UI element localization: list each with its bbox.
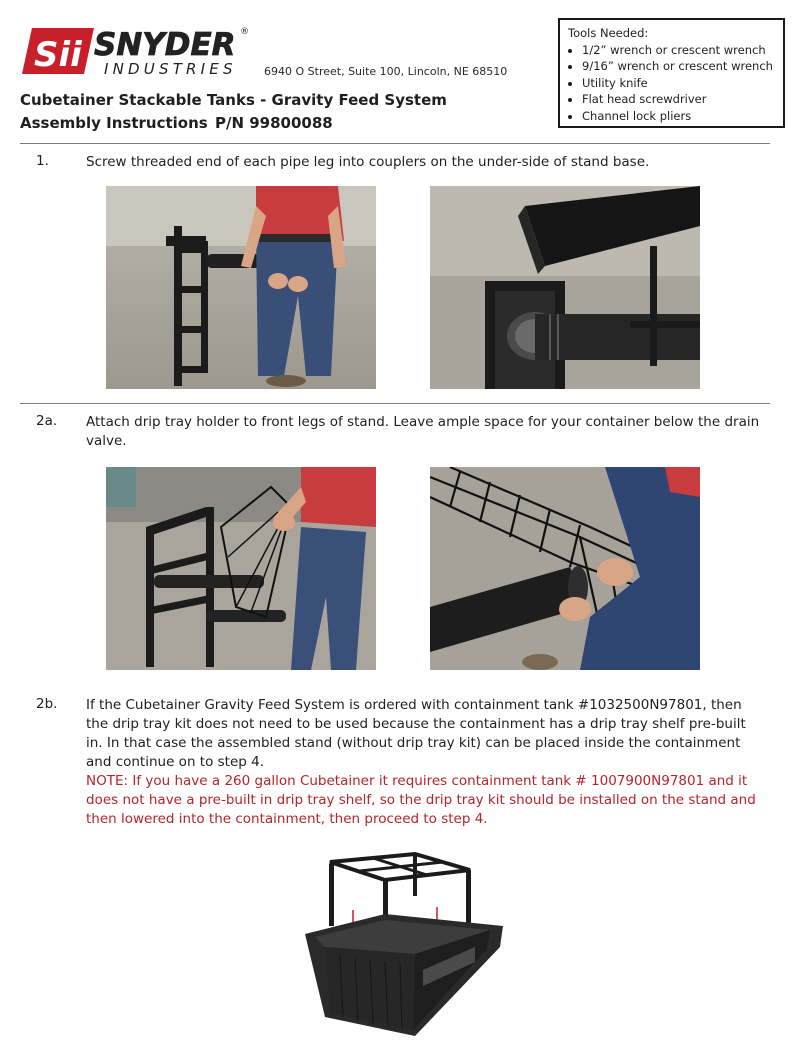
step-number: 2b. bbox=[36, 696, 58, 712]
company-address: 6940 O Street, Suite 100, Lincoln, NE 68510 bbox=[264, 65, 508, 78]
part-number: P/N 99800088 bbox=[215, 114, 333, 132]
tools-heading: Tools Needed: bbox=[568, 26, 649, 40]
logo-registered-mark: ® bbox=[240, 27, 249, 37]
tools-list bbox=[568, 42, 775, 125]
step-text: Screw threaded end of each pipe leg into couplers on the under-side of stand base. bbox=[86, 154, 650, 170]
logo-name-text: SNYDER bbox=[94, 27, 236, 63]
tool-item: • Channel lock pliers bbox=[582, 108, 775, 125]
tool-item: • 1/2” wrench or crescent wrench bbox=[582, 42, 775, 59]
tool-item: • Flat head screwdriver bbox=[582, 91, 775, 108]
document-title: Cubetainer Stackable Tanks - Gravity Feed System bbox=[20, 91, 447, 109]
step-text: If the Cubetainer Gravity Feed System is ordered with containment tank #1032500N97801, then the drip tray kit does not need to be used because the containment has a drip tray shelf pre-built in. In that case the assembled stand (without drip tray kit) can be placed inside the containment and continue on to step 4. bbox=[86, 697, 746, 770]
photo-pipe-leg-install bbox=[106, 186, 376, 389]
divider bbox=[20, 143, 770, 144]
step-text: Attach drip tray holder to front legs of stand. Leave ample space for your container below the drain valve. bbox=[86, 414, 760, 449]
snyder-logo bbox=[22, 22, 254, 82]
step-number: 1. bbox=[36, 153, 49, 169]
step-text-block bbox=[86, 696, 766, 829]
photo-coupler-closeup bbox=[430, 186, 700, 389]
photo-drip-tray-closeup bbox=[430, 467, 700, 670]
photo-stand-in-containment bbox=[305, 852, 505, 1038]
tool-item: • 9/16” wrench or crescent wrench bbox=[582, 58, 775, 75]
logo-mark-text: Sii bbox=[34, 35, 82, 75]
divider bbox=[20, 403, 770, 404]
logo-sub-text: INDUSTRIES bbox=[104, 60, 237, 78]
step-note: NOTE: If you have a 260 gallon Cubetainer it requires containment tank # 1007900N97801 and it does not have a pre-built in drip tray shelf, so the drip tray kit should be installed on the stand and then lowered into the containment, then proceed to step 4. bbox=[86, 773, 756, 827]
step-number: 2a. bbox=[36, 413, 58, 429]
tool-item: • Utility knife bbox=[582, 75, 775, 92]
tools-needed-box bbox=[558, 18, 785, 128]
photo-drip-tray-holder-attach bbox=[106, 467, 376, 670]
document-subtitle: Assembly Instructions bbox=[20, 114, 208, 132]
